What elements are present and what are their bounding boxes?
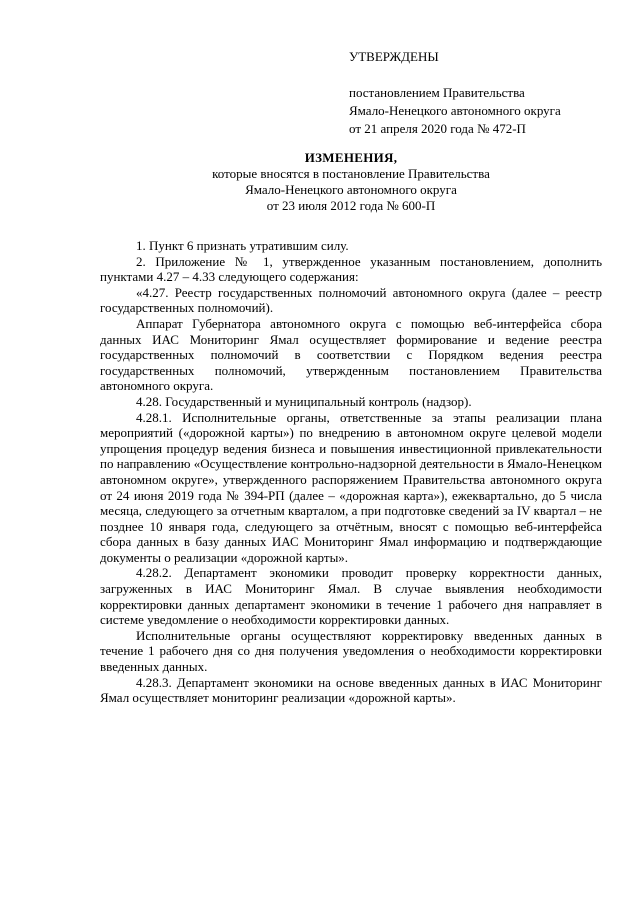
approval-line: от 21 апреля 2020 года № 472-П bbox=[349, 121, 526, 136]
document-body bbox=[100, 238, 602, 706]
paragraph: «4.27. Реестр государственных полномочий автономного округа (далее – реестр государственных полномочий). bbox=[100, 284, 602, 316]
paragraph: 4.28.1. Исполнительные органы, ответственные за этапы реализации плана мероприятий («дорожной карты») по внедрению в автономном округе целевой модели упрощения процедур ведения бизнеса и повышения инвестиционной привлекательности по направлению «Осуществление контрольно-надзорной деятельности в Ямало-Ненецком автономном округе», утвержденного распоряжением Правительства автономного округа от 24 июня 2019 года № 394-РП (далее – «дорожная карта»), ежеквартально, до 5 числа месяца, следующего за отчетным кварталом, а при подготовке сведений за IV квартал – не позднее 10 января года, следующего за отчётным, вносят с помощью веб-интерфейса сбора данных в базу данных ИАС Мониторинг Ямал информацию и подтверждающие документы о реализации «дорожной карты». bbox=[100, 409, 602, 565]
paragraph: 4.28.2. Департамент экономики проводит проверку корректности данных, загруженных в ИАС Мониторинг Ямал. В случае выявления необходимости корректировки данных департамент экономики в течение 1 рабочего дня направляет в системе уведомление о необходимости корректировки данных. bbox=[100, 565, 602, 628]
paragraph: Исполнительные органы осуществляют корректировку введенных данных в течение 1 рабочего дня со дня получения уведомления о необходимости корректировки введенных данных. bbox=[100, 627, 602, 675]
approval-line: постановлением Правительства bbox=[349, 85, 525, 100]
paragraph: 2. Приложение № 1, утвержденное указанным постановлением, дополнить пунктами 4.27 – 4.33 следующего содержания: bbox=[100, 253, 602, 285]
paragraph: 1. Пункт 6 признать утратившим силу. bbox=[136, 238, 349, 253]
title-line: которые вносятся в постановление Правительства bbox=[212, 166, 490, 181]
approval-line: Ямало-Ненецкого автономного округа bbox=[349, 103, 561, 118]
paragraph: Аппарат Губернатора автономного округа с помощью веб-интерфейса сбора данных ИАС Мониторинг Ямал осуществляет формирование и ведение реестра государственных полномочий в соответствии с Порядком ведения реестра государственных полномочий, утвержденным постановлением Правительства автономного округа. bbox=[100, 315, 602, 394]
approval-heading: УТВЕРЖДЕНЫ bbox=[349, 49, 439, 64]
document-title bbox=[100, 150, 602, 214]
approval-stamp bbox=[349, 48, 561, 138]
title-line: Ямало-Ненецкого автономного округа bbox=[245, 182, 457, 197]
title-line: от 23 июля 2012 года № 600-П bbox=[266, 198, 436, 213]
paragraph: 4.28.3. Департамент экономики на основе введенных данных в ИАС Мониторинг Ямал осуществляет мониторинг реализации «дорожной карты». bbox=[100, 674, 602, 706]
title-main: ИЗМЕНЕНИЯ, bbox=[304, 150, 398, 165]
paragraph: 4.28. Государственный и муниципальный контроль (надзор). bbox=[136, 393, 472, 409]
